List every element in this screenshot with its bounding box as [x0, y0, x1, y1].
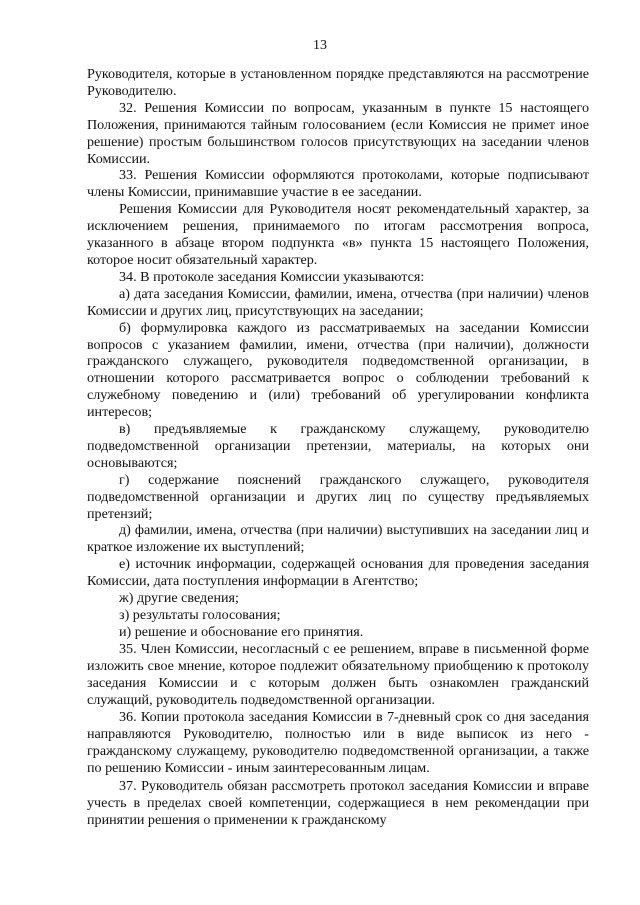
- paragraph-34-v: в) предъявляемые к гражданскому служащему, руководителю подведомственной организации претензии, материалы, на которых они основываются;: [87, 421, 589, 471]
- paragraph-34-z: з) результаты голосования;: [119, 607, 281, 623]
- paragraph-34-a: а) дата заседания Комиссии, фамилии, имена, отчества (при наличии) членов Комиссии и других лиц, присутствующих на заседании;: [87, 285, 589, 319]
- paragraph-33: 33. Решения Комиссии оформляются протоколами, которые подписывают члены Комиссии, принимавшие участие в ее заседании.: [87, 167, 589, 201]
- paragraph-36: 36. Копии протокола заседания Комиссии в 7-дневный срок со дня заседания направляются Руководителю, полностью или в виде выписок из него - гражданскому служащему, руководителю подведомственной организации, а также по решению Комиссии - иным заинтересованным лицам.: [87, 709, 589, 777]
- paragraph-continuation: Руководителя, которые в установленном порядке представляются на рассмотрение Руководителю.: [87, 66, 589, 99]
- paragraph-33-note: Решения Комиссии для Руководителя носят рекомендательный характер, за исключением решения, принимаемого по итогам рассмотрения вопроса, указанного в абзаце втором подпункта «в» пункта 15 настоящего Положения, которое носит обязательный характер.: [87, 201, 589, 268]
- page-number: 13: [313, 38, 327, 53]
- paragraph-35: 35. Член Комиссии, несогласный с ее решением, вправе в письменной форме изложить свое мнение, которое подлежит обязательному приобщению к протоколу заседания Комиссии и с которым должен быть ознакомлен гражданский служащий, руководитель подведомственной организации.: [87, 640, 589, 708]
- paragraph-37: 37. Руководитель обязан рассмотреть протокол заседания Комиссии и вправе учесть в пределах своей компетенции, содержащиеся в нем рекомендации при принятии решения о применении к гражданскому: [87, 778, 589, 828]
- paragraph-34-e: е) источник информации, содержащей основания для проведения заседания Комиссии, дата поступления информации в Агентство;: [87, 556, 589, 590]
- paragraph-34: 34. В протоколе заседания Комиссии указываются:: [119, 268, 425, 285]
- paragraph-34-d: д) фамилии, имена, отчества (при наличии) выступивших на заседании лиц и краткое изложение их выступлений;: [87, 522, 589, 556]
- document-body: [87, 66, 589, 829]
- paragraph-34-zh: ж) другие сведения;: [119, 590, 239, 607]
- paragraph-34-i: и) решение и обоснование его принятия.: [119, 623, 364, 640]
- paragraph-34-g: г) содержание пояснений гражданского служащего, руководителя подведомственной организации и других лиц по существу предъявляемых претензий;: [87, 471, 589, 522]
- paragraph-32: 32. Решения Комиссии по вопросам, указанным в пункте 15 настоящего Положения, принимаются тайным голосованием (если Комиссия не примет иное решение) простым большинством голосов присутствующих на заседании членов Комиссии.: [87, 99, 589, 167]
- paragraph-34-b: б) формулировка каждого из рассматриваемых на заседании Комиссии вопросов с указанием фамилии, имени, отчества (при наличии), должности гражданского служащего, руководителя подведомственной организации, в отношении которого рассматривается вопрос о соблюдении требований к служебному поведению и (или) требований об урегулировании конфликта интересов;: [87, 319, 589, 421]
